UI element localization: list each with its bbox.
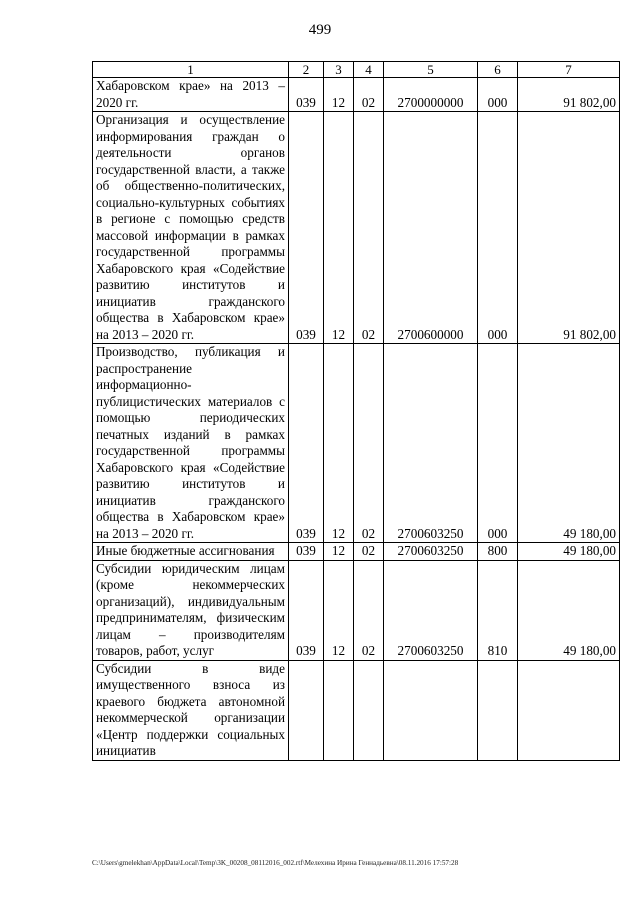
header-cell-6: 6 <box>478 62 518 78</box>
row-ministry-code: 039 <box>289 344 324 543</box>
row-section-code: 12 <box>324 543 354 561</box>
row-expense-type: 000 <box>478 344 518 543</box>
header-cell-5: 5 <box>384 62 478 78</box>
row-target-item <box>384 660 478 760</box>
table-row <box>93 560 620 660</box>
row-amount: 91 802,00 <box>518 78 620 112</box>
table-row <box>93 78 620 112</box>
table-row <box>93 660 620 760</box>
row-target-item: 2700600000 <box>384 112 478 344</box>
row-amount <box>518 660 620 760</box>
budget-table <box>92 61 620 761</box>
table-header-row <box>93 62 620 78</box>
row-section-code: 12 <box>324 112 354 344</box>
row-amount: 91 802,00 <box>518 112 620 344</box>
row-subsection-code: 02 <box>354 78 384 112</box>
page-number: 499 <box>308 22 332 38</box>
row-subsection-code <box>354 660 384 760</box>
header-cell-3: 3 <box>324 62 354 78</box>
header-cell-2: 2 <box>289 62 324 78</box>
table-row <box>93 112 620 344</box>
row-ministry-code <box>289 660 324 760</box>
row-description: Субсидии юридическим лицам (кроме некоммерческих организаций), индивидуальным предпринимателям, физическим лицам – производителям товаров, работ, услуг <box>93 560 289 660</box>
row-amount: 49 180,00 <box>518 560 620 660</box>
file-path-footer: C:\Users\gmelekhan\AppData\Local\Temp\3K_00208_08112016_002.rtf\Мелехина Ирина Геннадьевна\08.11.2016 17:57:28 <box>92 859 459 867</box>
row-target-item: 2700603250 <box>384 560 478 660</box>
row-section-code <box>324 660 354 760</box>
row-description: Организация и осуществление информирования граждан о деятельности органов государственной власти, а также об общественно-политических, социально-культурных событиях в регионе с помощью средств массовой информации в рамках государственной программы Хабаровского края «Содействие развитию институтов и инициатив гражданского общества в Хабаровском крае» на 2013 – 2020 гг. <box>93 112 289 344</box>
row-ministry-code: 039 <box>289 78 324 112</box>
row-expense-type: 810 <box>478 560 518 660</box>
table-row <box>93 344 620 543</box>
row-expense-type: 800 <box>478 543 518 561</box>
row-description: Субсидии в виде имущественного взноса из краевого бюджета автономной некоммерческой организации «Центр поддержки социальных инициатив <box>93 660 289 760</box>
row-expense-type <box>478 660 518 760</box>
row-subsection-code: 02 <box>354 560 384 660</box>
row-expense-type: 000 <box>478 112 518 344</box>
row-section-code: 12 <box>324 78 354 112</box>
row-ministry-code: 039 <box>289 112 324 344</box>
header-cell-1: 1 <box>93 62 289 78</box>
row-target-item: 2700603250 <box>384 543 478 561</box>
row-amount: 49 180,00 <box>518 344 620 543</box>
header-cell-4: 4 <box>354 62 384 78</box>
row-section-code: 12 <box>324 344 354 543</box>
header-cell-7: 7 <box>518 62 620 78</box>
row-description: Хабаровском крае» на 2013 – 2020 гг. <box>93 78 289 112</box>
row-subsection-code: 02 <box>354 543 384 561</box>
row-description: Производство, публикация и распространение информационно-публицистических материалов с помощью периодических печатных изданий в рамках государственной программы Хабаровского края «Содействие развитию институтов и инициатив гражданского общества в Хабаровском крае» на 2013 – 2020 гг. <box>93 344 289 543</box>
row-target-item: 2700000000 <box>384 78 478 112</box>
row-expense-type: 000 <box>478 78 518 112</box>
row-subsection-code: 02 <box>354 344 384 543</box>
row-ministry-code: 039 <box>289 543 324 561</box>
row-ministry-code: 039 <box>289 560 324 660</box>
table-row <box>93 543 620 561</box>
row-target-item: 2700603250 <box>384 344 478 543</box>
row-description: Иные бюджетные ассигнования <box>93 543 289 561</box>
row-section-code: 12 <box>324 560 354 660</box>
row-subsection-code: 02 <box>354 112 384 344</box>
row-amount: 49 180,00 <box>518 543 620 561</box>
